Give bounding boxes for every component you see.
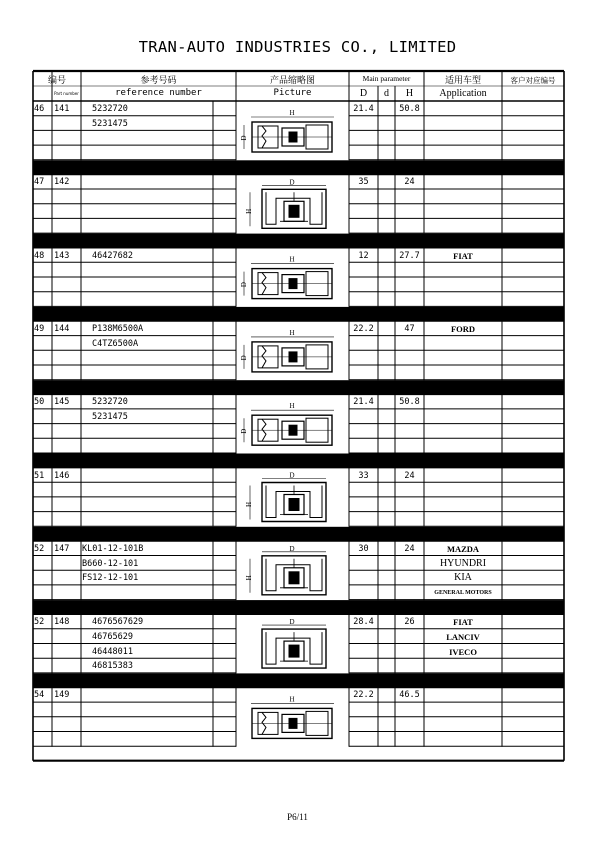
item-param-h: 50.8 bbox=[399, 397, 420, 408]
header-app-en: Application bbox=[439, 88, 487, 99]
header-param: Main parameter bbox=[362, 74, 411, 83]
svg-text:H: H bbox=[289, 402, 295, 411]
item-param-h: 27.7 bbox=[399, 250, 420, 261]
item-application: MAZDA bbox=[446, 543, 480, 554]
item-application: KIA bbox=[454, 572, 472, 584]
item-part: 144 bbox=[54, 323, 70, 334]
svg-text:D: D bbox=[240, 355, 248, 361]
part-drawing bbox=[240, 329, 334, 372]
item-no: 50 bbox=[34, 397, 45, 408]
part-drawing bbox=[262, 618, 326, 668]
item-ref: KL01-12-101B bbox=[82, 543, 144, 554]
header-app-cn: 适用车型 bbox=[444, 76, 481, 86]
header-param-h: H bbox=[405, 88, 414, 99]
svg-text:D: D bbox=[240, 428, 248, 434]
item-part: 141 bbox=[54, 104, 70, 114]
item-part: 149 bbox=[54, 690, 70, 701]
item-ref: 5231475 bbox=[92, 411, 128, 422]
item-no: 52 bbox=[34, 617, 45, 628]
item-param-d: 22.2 bbox=[353, 690, 374, 701]
item-param-h: 46.5 bbox=[399, 690, 420, 701]
header-param-d-big: D bbox=[359, 88, 368, 99]
item-ref: 5232720 bbox=[92, 104, 128, 114]
item-no: 52 bbox=[34, 543, 45, 554]
item-param-h: 24 bbox=[404, 543, 415, 554]
item-no: 47 bbox=[34, 177, 45, 188]
item-part: 146 bbox=[54, 470, 70, 481]
item-param-d: 35 bbox=[358, 177, 369, 188]
header-ref-cn: 参考号码 bbox=[140, 76, 177, 86]
item-part: 143 bbox=[54, 250, 70, 261]
svg-text:D: D bbox=[289, 471, 295, 480]
svg-text:D: D bbox=[240, 135, 248, 141]
item-application: GENERAL MOTORS bbox=[434, 589, 492, 596]
svg-text:H: H bbox=[289, 255, 295, 264]
item-ref: 4676567629 bbox=[92, 617, 144, 628]
item-ref: 46448011 bbox=[92, 646, 133, 657]
item-param-h: 26 bbox=[404, 617, 415, 628]
item-param-d: 22.2 bbox=[353, 323, 374, 334]
svg-text:H: H bbox=[245, 501, 253, 508]
item-part: 142 bbox=[54, 177, 70, 188]
part-drawing bbox=[245, 545, 326, 595]
header-param-d-small: d bbox=[384, 88, 389, 99]
header-pic-en: Picture bbox=[273, 88, 312, 98]
item-param-d: 21.4 bbox=[353, 397, 374, 408]
item-param-d: 28.4 bbox=[353, 617, 374, 628]
item-part: 148 bbox=[54, 617, 70, 628]
part-drawing bbox=[240, 402, 334, 445]
header-cust-cn: 客户对应编号 bbox=[510, 76, 556, 85]
item-no: 46 bbox=[34, 104, 45, 114]
svg-text:D: D bbox=[289, 618, 295, 627]
svg-text:H: H bbox=[289, 328, 295, 337]
item-no: 54 bbox=[34, 690, 45, 701]
item-no: 51 bbox=[34, 470, 45, 481]
part-drawing bbox=[245, 472, 326, 522]
item-param-h: 47 bbox=[404, 323, 415, 334]
item-no: 49 bbox=[34, 323, 45, 334]
item-no: 48 bbox=[34, 250, 45, 261]
svg-text:D: D bbox=[289, 544, 295, 553]
item-param-h: 50.8 bbox=[399, 104, 420, 114]
item-param-h: 24 bbox=[404, 177, 415, 188]
item-application: LANCIV bbox=[446, 631, 480, 642]
page-title: TRAN-AUTO INDUSTRIES CO., LIMITED bbox=[138, 38, 457, 56]
item-param-h: 24 bbox=[404, 470, 415, 481]
item-ref: P138M6500A bbox=[92, 323, 144, 334]
item-param-d: 33 bbox=[358, 470, 369, 481]
svg-text:H: H bbox=[245, 208, 253, 214]
svg-text:H: H bbox=[289, 109, 295, 117]
header-pic-cn: 产品缩略图 bbox=[269, 76, 315, 86]
part-drawing bbox=[240, 109, 334, 152]
header-no-cn: 编号 bbox=[47, 76, 66, 86]
header-no-en: Part number bbox=[54, 91, 79, 96]
item-ref: 46815383 bbox=[92, 661, 133, 672]
item-ref: 5231475 bbox=[92, 118, 128, 129]
part-drawing bbox=[245, 178, 326, 228]
svg-text:D: D bbox=[289, 178, 295, 187]
item-ref: FS12-12-101 bbox=[82, 573, 139, 584]
part-drawing bbox=[240, 256, 334, 299]
item-ref: 5232720 bbox=[92, 397, 128, 408]
svg-text:D: D bbox=[240, 282, 248, 288]
item-part: 147 bbox=[54, 543, 70, 554]
svg-text:H: H bbox=[289, 695, 295, 704]
page-number: P6/11 bbox=[287, 812, 308, 822]
part-drawing bbox=[251, 695, 334, 738]
item-application: FIAT bbox=[453, 617, 473, 628]
svg-text:H: H bbox=[245, 575, 253, 581]
item-ref: C4TZ6500A bbox=[92, 338, 139, 349]
item-param-d: 30 bbox=[358, 543, 369, 554]
item-ref: B660-12-101 bbox=[82, 558, 139, 569]
item-param-d: 12 bbox=[358, 250, 369, 261]
item-ref: 46821634 bbox=[92, 675, 133, 686]
item-param-d: 21.4 bbox=[353, 104, 374, 114]
item-application: FORD bbox=[450, 323, 476, 334]
header-ref-en: reference number bbox=[115, 88, 202, 98]
item-application: HYUNDRI bbox=[439, 557, 487, 569]
item-application: IVECO bbox=[449, 646, 477, 657]
item-part: 145 bbox=[54, 397, 70, 408]
item-application: FIAT bbox=[453, 250, 473, 261]
item-ref: 46427682 bbox=[92, 250, 133, 261]
item-ref: 46765629 bbox=[92, 631, 133, 642]
